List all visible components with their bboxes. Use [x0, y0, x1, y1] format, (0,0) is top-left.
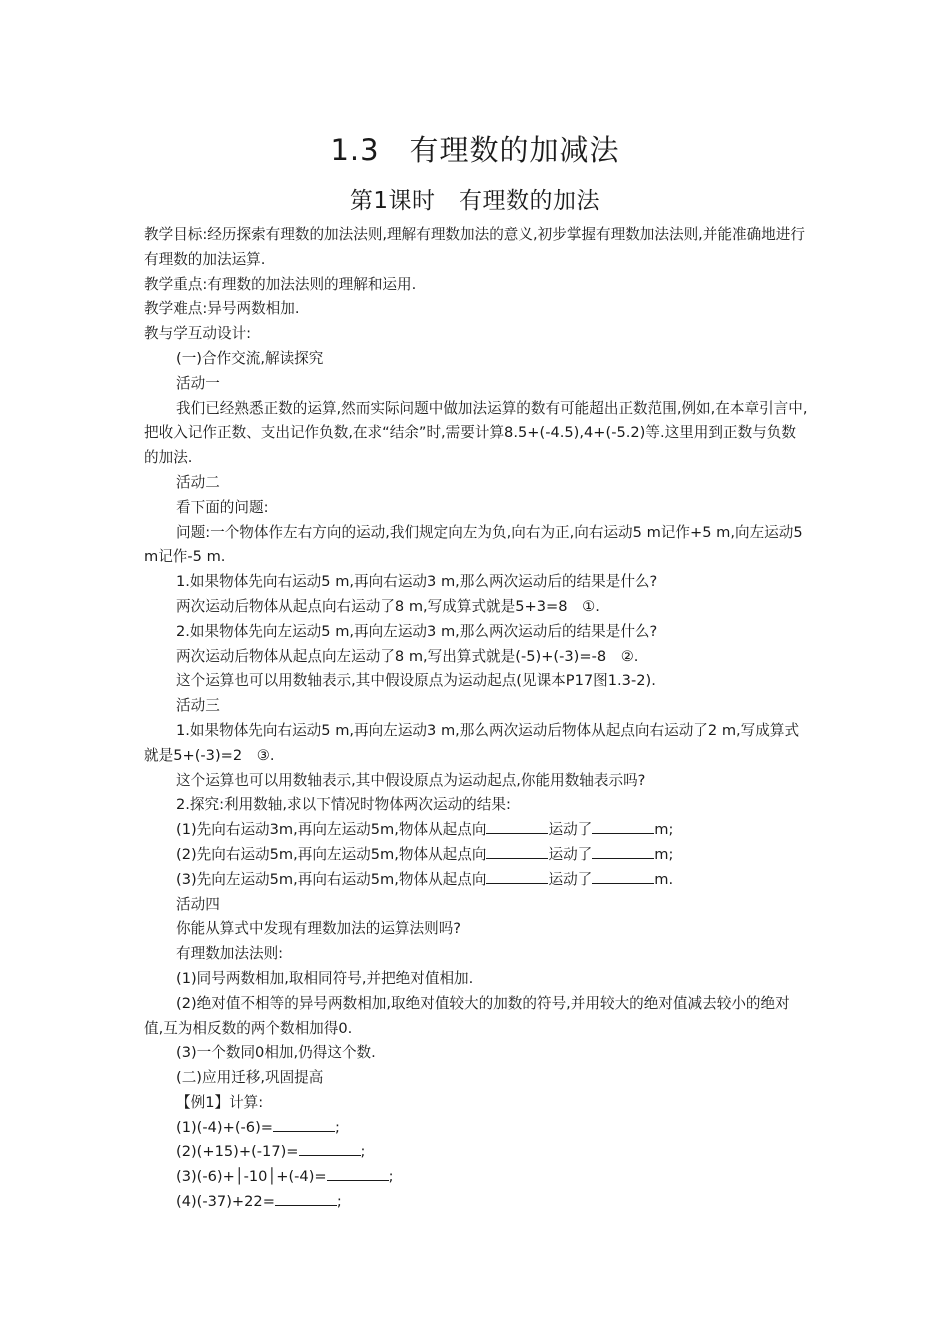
addition-rules-title: 有理数加法法则:	[176, 945, 284, 963]
activity-4-label: 活动四	[176, 895, 220, 913]
lesson-subtitle: 第1课时 有理数的加法	[349, 188, 601, 214]
answer-blank	[275, 1191, 337, 1206]
answer-blank	[592, 869, 654, 884]
activity-3-label: 活动三	[176, 697, 220, 715]
document-body	[144, 223, 808, 1215]
example-item: (2)(+15)+(-17)= ;	[176, 1143, 366, 1161]
activity-2-lead: 看下面的问题:	[176, 498, 269, 516]
teaching-goals: 教学目标:经历探索有理数的加法法则,理解有理数加法的意义,初步掌握有理数加法法则,并能准确地进行有理数的加法运算.	[144, 226, 805, 268]
interaction-design-heading: 教与学互动设计:	[144, 325, 252, 343]
answer-blank	[486, 819, 548, 834]
answer-blank	[486, 844, 548, 859]
explore-item: (3)先向左运动5m,再向右运动5m,物体从起点向 运动了 m.	[176, 870, 674, 888]
answer-blank	[592, 844, 654, 859]
teaching-key-point: 教学重点:有理数的加法法则的理解和运用.	[144, 275, 417, 293]
addition-rule-1: (1)同号两数相加,取相同符号,并把绝对值相加.	[176, 969, 474, 987]
example-item: (1)(-4)+(-6)= ;	[176, 1118, 340, 1136]
activity-3-question-1: 1.如果物体先向右运动5 m,再向左运动3 m,那么两次运动后物体从起点向右运动了2 m,写成算式就是5+(-3)=2 ③.	[144, 721, 800, 764]
activity-1-label: 活动一	[176, 374, 220, 392]
answer-blank	[273, 1117, 335, 1132]
answer-blank	[327, 1166, 389, 1181]
activity-2-question-1: 1.如果物体先向右运动5 m,再向右运动3 m,那么两次运动后的结果是什么?	[176, 573, 658, 591]
answer-blank	[486, 869, 548, 884]
activity-2-answer-1: 两次运动后物体从起点向右运动了8 m,写成算式就是5+3=8 ①.	[176, 597, 600, 615]
activity-2-answer-2: 两次运动后物体从起点向左运动了8 m,写出算式就是(-5)+(-3)=-8 ②.	[176, 647, 639, 665]
answer-blank	[592, 819, 654, 834]
example-item: (4)(-37)+22= ;	[176, 1193, 342, 1211]
example-1-label: 【例1】计算:	[176, 1093, 264, 1111]
activity-2-question-2: 2.如果物体先向左运动5 m,再向左运动3 m,那么两次运动后的结果是什么?	[176, 622, 658, 640]
page-title: 1.3 有理数的加减法	[330, 133, 620, 167]
answer-blank	[299, 1141, 361, 1156]
addition-rule-3: (3)一个数同0相加,仍得这个数.	[176, 1044, 376, 1062]
section-heading-1: (一)合作交流,解读探究	[176, 349, 324, 367]
explore-item: (2)先向右运动5m,再向左运动5m,物体从起点向 运动了 m;	[176, 845, 674, 863]
activity-1-text: 我们已经熟悉正数的运算,然而实际问题中做加法运算的数有可能超出正数范围,例如,在本章引言中,把收入记作正数、支出记作负数,在求“结余”时,需要计算8.5+(-4.5),4+(-5.2)等.这里用到正数与负数的加法.	[144, 399, 808, 467]
teaching-difficulty: 教学难点:异号两数相加.	[144, 300, 300, 318]
explore-item: (1)先向右运动3m,再向左运动5m,物体从起点向 运动了 m;	[176, 821, 674, 839]
activity-2-label: 活动二	[176, 473, 220, 491]
activity-2-problem: 问题:一个物体作左右方向的运动,我们规定向左为负,向右为正,向右运动5 m记作+5 m,向左运动5 m记作-5 m.	[144, 523, 803, 566]
section-heading-2: (二)应用迁移,巩固提高	[176, 1069, 324, 1087]
activity-3-note: 这个运算也可以用数轴表示,其中假设原点为运动起点,你能用数轴表示吗?	[176, 771, 646, 789]
activity-4-question: 你能从算式中发现有理数加法的运算法则吗?	[176, 920, 462, 938]
activity-3-explore: 2.探究:利用数轴,求以下情况时物体两次运动的结果:	[176, 796, 511, 814]
example-item: (3)(-6)+│-10│+(-4)= ;	[176, 1168, 394, 1186]
activity-2-note: 这个运算也可以用数轴表示,其中假设原点为运动起点(见课本P17图1.3-2).	[176, 672, 656, 690]
addition-rule-2: (2)绝对值不相等的异号两数相加,取绝对值较大的加数的符号,并用较大的绝对值减去较小的绝对值,互为相反数的两个数相加得0.	[144, 994, 790, 1037]
